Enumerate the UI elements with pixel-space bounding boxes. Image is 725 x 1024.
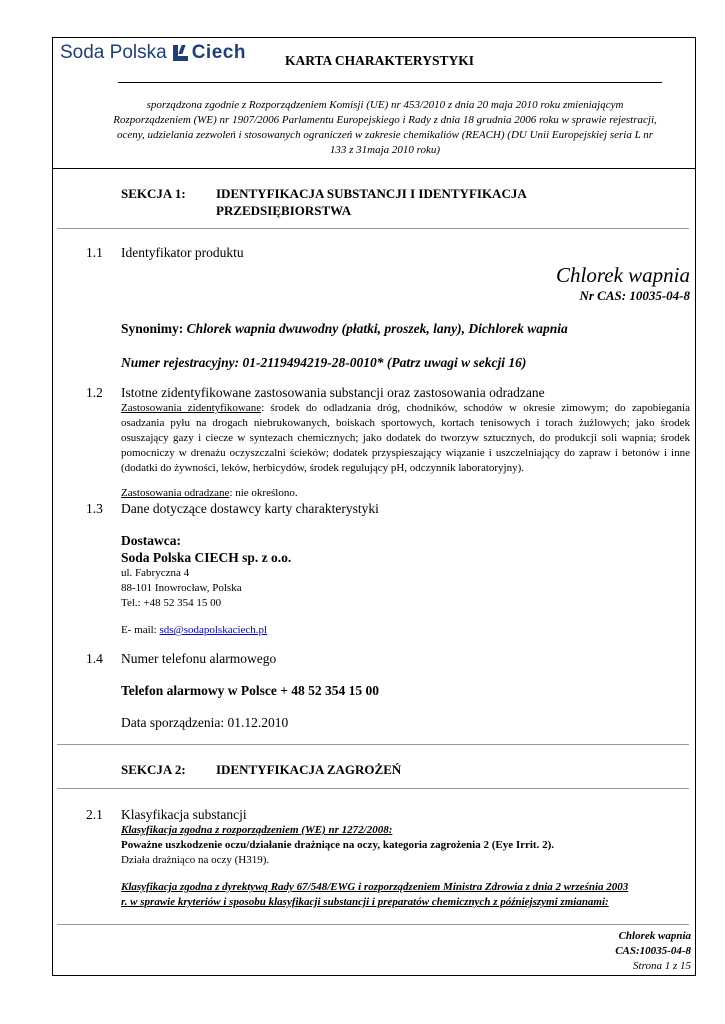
footer-page-number: Strona 1 z 15 <box>633 960 691 972</box>
section2-rule <box>57 788 689 789</box>
email-link[interactable]: sds@sodapolskaciech.pl <box>159 624 268 636</box>
footer-product: Chlorek wapnia <box>618 930 691 942</box>
logo-soda-text: Soda Polska <box>60 42 167 63</box>
classification-directive-line: Klasyfikacja zgodna z dyrektywą Rady 67/548/EWG i rozporządzeniem Ministra Zdrowia z dnia 2 września 2003 <box>121 881 629 893</box>
subtitle-line: 133 z 31maja 2010 roku) <box>329 144 441 156</box>
email-label: E- mail: <box>121 624 160 636</box>
section1-heading <box>121 185 527 219</box>
discouraged-uses <box>121 486 298 501</box>
address-line: 88-101 Inowrocław, Polska <box>121 582 242 594</box>
section2-title: IDENTYFIKACJA ZAGROŻEŃ <box>216 762 402 777</box>
subsection-number: 1.2 <box>86 385 103 400</box>
subtitle-line: Rozporządzeniem (WE) nr 1907/2006 Parlamentu Europejskiego i Rady z dnia 18 grudnia 2006 roku w sprawie rejestracji, <box>113 114 657 126</box>
section2-number: SEKCJA 2: <box>121 762 186 777</box>
synonyms <box>121 321 568 337</box>
supplier-label: Dostawca: <box>121 533 181 548</box>
subsection-number: 1.3 <box>86 501 103 516</box>
classification-ec-statement: Działa drażniąco na oczy (H319). <box>121 854 270 866</box>
ciech-mark-icon <box>173 45 188 61</box>
discouraged-label: Zastosowania odradzane <box>121 487 230 499</box>
supplier-email <box>121 623 267 638</box>
product-cas: Nr CAS: 10035-04-8 <box>579 288 690 303</box>
section1-rule <box>57 228 689 229</box>
subsection-number: 1.4 <box>86 651 103 666</box>
emergency-phone: Telefon alarmowy w Polsce + 48 52 354 15 00 <box>121 683 380 698</box>
footer-rule <box>57 924 689 925</box>
section2-heading <box>121 761 401 778</box>
regulation-subtitle <box>78 98 692 158</box>
subsection-title: Istotne zidentyfikowane zastosowania substancji oraz zastosowania odradzane <box>121 385 545 400</box>
subsection-title: Numer telefonu alarmowego <box>121 651 277 666</box>
preparation-date: Data sporządzenia: 01.12.2010 <box>121 715 289 730</box>
header-separator <box>52 168 696 169</box>
uses-text: : środek do odladzania dróg, chodników, schodów w okresie zimowym; do zapobiegania osadzania pyłu na drogach niebrukowanych, boiskach sportowych, kortach tenisowych i torach żużlowych; jako środek osuszający gazy i ciecze w syntezach chemicznych; jako dodatek do tworzyw sztucznych, do produkcji soli wapnia; środek pomocniczy w drenażu oczyszczalni ścieków; dodatek przyspieszający wiązanie i uszczelniający do zapraw i betonów i inne (dodatki do żywności, leków, herbicydów, środek regulujący pH, odczynnik laboratoryjny). <box>121 402 690 474</box>
section1-title-line2: PRZEDSIĘBIORSTWA <box>216 203 352 218</box>
subsection-1-1 <box>86 245 244 261</box>
address-line: ul. Fabryczna 4 <box>121 567 190 579</box>
section1-title-line1: IDENTYFIKACJA SUBSTANCJI I IDENTYFIKACJA <box>216 186 527 201</box>
classification-ec-heading: Klasyfikacja zgodna z rozporządzeniem (WE) nr 1272/2008: <box>121 824 393 836</box>
product-name: Chlorek wapnia <box>556 263 690 287</box>
classification-ec-hazard: Poważne uszkodzenie oczu/działanie drażniące na oczy, kategoria zagrożenia 2 (Eye Irrit. 2). <box>121 839 555 851</box>
section1-end-rule <box>57 744 689 745</box>
classification-directive-line: r. w sprawie kryteriów i sposobu klasyfikacji substancji i preparatów chemicznych z późniejszymi zmianami: <box>121 896 609 908</box>
supplier-address <box>121 566 242 611</box>
identified-uses <box>121 401 690 476</box>
subsection-title: Identyfikator produktu <box>121 245 244 260</box>
logo-ciech-text: Ciech <box>191 42 246 63</box>
subsection-2-1 <box>86 807 247 823</box>
company-logo <box>60 42 246 64</box>
subsection-1-4 <box>86 651 276 667</box>
discouraged-text: : nie określono. <box>229 487 298 499</box>
title-underline <box>118 82 662 83</box>
uses-label: Zastosowania zidentyfikowane <box>121 402 262 414</box>
subsection-title: Klasyfikacja substancji <box>121 807 247 822</box>
supplier-name: Soda Polska CIECH sp. z o.o. <box>121 550 292 565</box>
subsection-number: 2.1 <box>86 807 103 822</box>
subsection-title: Dane dotyczące dostawcy karty charakterystyki <box>121 501 379 516</box>
registration-number: Numer rejestracyjny: 01-2119494219-28-0010* (Patrz uwagi w sekcji 16) <box>121 355 527 370</box>
document-title: KARTA CHARAKTERYSTYKI <box>285 53 474 68</box>
synonyms-label: Synonimy: <box>121 321 184 336</box>
subtitle-line: oceny, udzielania zezwoleń i stosowanych ograniczeń w zakresie chemikaliów (REACH) (DU Unii Europejskiej seria L nr <box>116 129 654 141</box>
footer <box>615 929 691 974</box>
subtitle-line: sporządzona zgodnie z Rozporządzeniem Komisji (UE) nr 453/2010 z dnia 20 maja 2010 roku zmieniającym <box>146 99 624 111</box>
section1-number: SEKCJA 1: <box>121 186 186 201</box>
classification-ec <box>121 823 554 868</box>
subsection-1-3 <box>86 501 379 517</box>
subsection-1-2 <box>86 385 545 401</box>
phone: Tel.: +48 52 354 15 00 <box>121 597 222 609</box>
footer-cas: CAS:10035-04-8 <box>615 945 691 957</box>
synonyms-value: Chlorek wapnia dwuwodny (płatki, proszek, lany), Dichlorek wapnia <box>186 321 568 336</box>
classification-directive <box>121 880 628 910</box>
subsection-number: 1.1 <box>86 245 103 260</box>
